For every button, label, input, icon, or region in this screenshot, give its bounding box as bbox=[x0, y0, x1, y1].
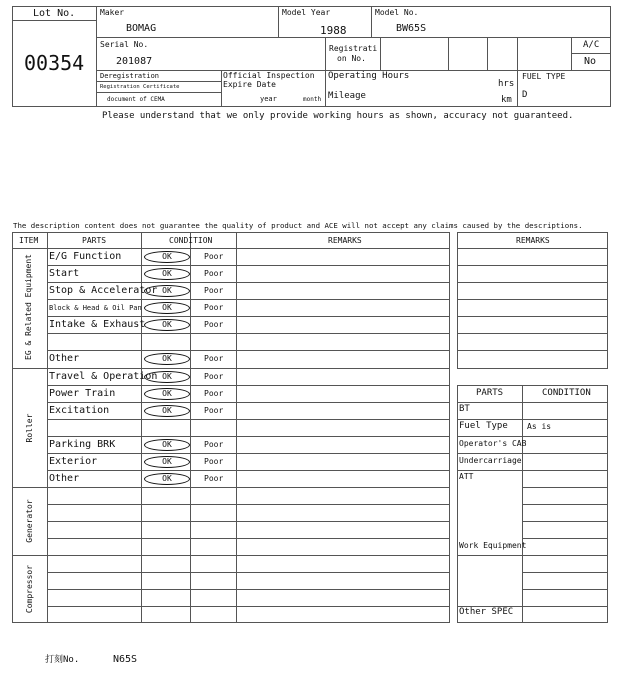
row-part-label: Other bbox=[49, 353, 80, 364]
hours-note: Please understand that we only provide working hours as shown, accuracy not guaranteed. bbox=[102, 111, 574, 121]
disclaimer: The description content does not guarantee the quality of product and ACE will not accept any claims caused by the descriptions. bbox=[13, 221, 583, 230]
inspection-label: Official Inspection bbox=[223, 71, 315, 80]
section-eg-label: EG & Related Equipment bbox=[24, 254, 33, 360]
section-compressor-label: Compressor bbox=[25, 564, 34, 614]
poor-option: Poor bbox=[204, 406, 224, 415]
month-label: month bbox=[303, 96, 322, 103]
row-part-label: E/G Function bbox=[49, 251, 122, 262]
row-part-label: Stop & Accelerator bbox=[49, 285, 158, 296]
ok-circled-mark: OK bbox=[144, 251, 190, 263]
km-label: km bbox=[501, 95, 512, 105]
pc-bt: BT bbox=[459, 404, 470, 414]
row-part-label: Exterior bbox=[49, 456, 98, 467]
item-header: ITEM bbox=[19, 236, 39, 245]
poor-option: Poor bbox=[204, 389, 224, 398]
maker-label: Maker bbox=[100, 8, 125, 17]
ok-circled-mark: OK bbox=[144, 439, 190, 451]
ok-circled-mark: OK bbox=[144, 473, 190, 485]
poor-option: Poor bbox=[204, 286, 224, 295]
pc-att: ATT bbox=[459, 472, 474, 481]
lot-no-value: 00354 bbox=[24, 51, 85, 75]
ok-circled-mark: OK bbox=[144, 268, 190, 280]
row-part-label: Travel & Operation bbox=[49, 371, 158, 382]
pc-parts-header: PARTS bbox=[476, 388, 504, 398]
registration-label-2: on No. bbox=[337, 54, 366, 63]
row-part-label: Parking BRK bbox=[49, 439, 116, 450]
fuel-type-label: FUEL TYPE bbox=[522, 72, 566, 81]
ok-circled-mark: OK bbox=[144, 285, 190, 297]
hrs-label: hrs bbox=[498, 79, 515, 89]
deregistration-label: Deregistration bbox=[100, 72, 160, 80]
ok-circled-mark: OK bbox=[144, 405, 190, 417]
row-part-label: Excitation bbox=[49, 405, 110, 416]
pc-fuel-value: As is bbox=[527, 422, 552, 431]
right-remarks-header: REMARKS bbox=[516, 236, 550, 245]
pc-other-spec: Other SPEC bbox=[459, 607, 514, 617]
ok-circled-mark: OK bbox=[144, 302, 190, 314]
inspection-label-2: Expire Date bbox=[223, 80, 276, 89]
mileage-label: Mileage bbox=[328, 91, 366, 101]
serial-no-label: Serial No. bbox=[100, 40, 149, 49]
ok-circled-mark: OK bbox=[144, 456, 190, 468]
stamp-label: 打刻No. bbox=[45, 655, 80, 665]
model-year-label: Model Year bbox=[282, 8, 331, 17]
pc-fuel-type: Fuel Type bbox=[459, 421, 508, 431]
model-no-label: Model No. bbox=[375, 8, 419, 17]
ok-circled-mark: OK bbox=[144, 319, 190, 331]
pc-undercarriage: Undercarriage bbox=[459, 456, 522, 465]
pc-condition-header: CONDITION bbox=[542, 388, 591, 398]
poor-option: Poor bbox=[204, 354, 224, 363]
row-part-label: Start bbox=[49, 268, 80, 279]
row-part-label: Block & Head & Oil Pan bbox=[49, 304, 142, 312]
poor-option: Poor bbox=[204, 457, 224, 466]
poor-option: Poor bbox=[204, 269, 224, 278]
remarks-header: REMARKS bbox=[328, 236, 362, 245]
section-roller-label: Roller bbox=[25, 413, 34, 443]
poor-option: Poor bbox=[204, 440, 224, 449]
registration-label: Registrati bbox=[329, 44, 378, 53]
row-part-label: Intake & Exhaust bbox=[49, 319, 146, 330]
row-part-label: Other bbox=[49, 473, 80, 484]
model-no-value: BW65S bbox=[396, 23, 427, 34]
stamp-value: N65S bbox=[113, 654, 138, 665]
remarks-table-frame bbox=[457, 232, 608, 369]
ok-circled-mark: OK bbox=[144, 371, 190, 383]
poor-option: Poor bbox=[204, 320, 224, 329]
poor-option: Poor bbox=[204, 372, 224, 381]
ok-circled-mark: OK bbox=[144, 353, 190, 365]
serial-no-value: 201087 bbox=[116, 56, 153, 67]
pc-work-equipment: Work Equipment bbox=[459, 541, 527, 550]
ac-label: A/C bbox=[583, 40, 600, 50]
condition-header: CONDITION bbox=[169, 236, 213, 245]
pc-operator-cab: Operator's CAB bbox=[459, 439, 527, 448]
ac-value: No bbox=[584, 56, 597, 67]
maker-value: BOMAG bbox=[126, 23, 157, 34]
ok-circled-mark: OK bbox=[144, 388, 190, 400]
poor-option: Poor bbox=[204, 252, 224, 261]
reg-cert-label: Registration Certificate bbox=[100, 84, 180, 90]
lot-no-label: Lot No. bbox=[33, 8, 76, 19]
parts-header: PARTS bbox=[82, 236, 107, 245]
year-label: year bbox=[260, 95, 277, 103]
doc-cema-label: document of CEMA bbox=[107, 96, 165, 103]
model-year-value: 1988 bbox=[320, 24, 347, 37]
section-generator-label: Generator bbox=[25, 499, 34, 543]
poor-option: Poor bbox=[204, 474, 224, 483]
poor-option: Poor bbox=[204, 303, 224, 312]
row-part-label: Power Train bbox=[49, 388, 116, 399]
operating-hours-label: Operating Hours bbox=[328, 71, 410, 81]
fuel-type-value: D bbox=[522, 90, 528, 100]
